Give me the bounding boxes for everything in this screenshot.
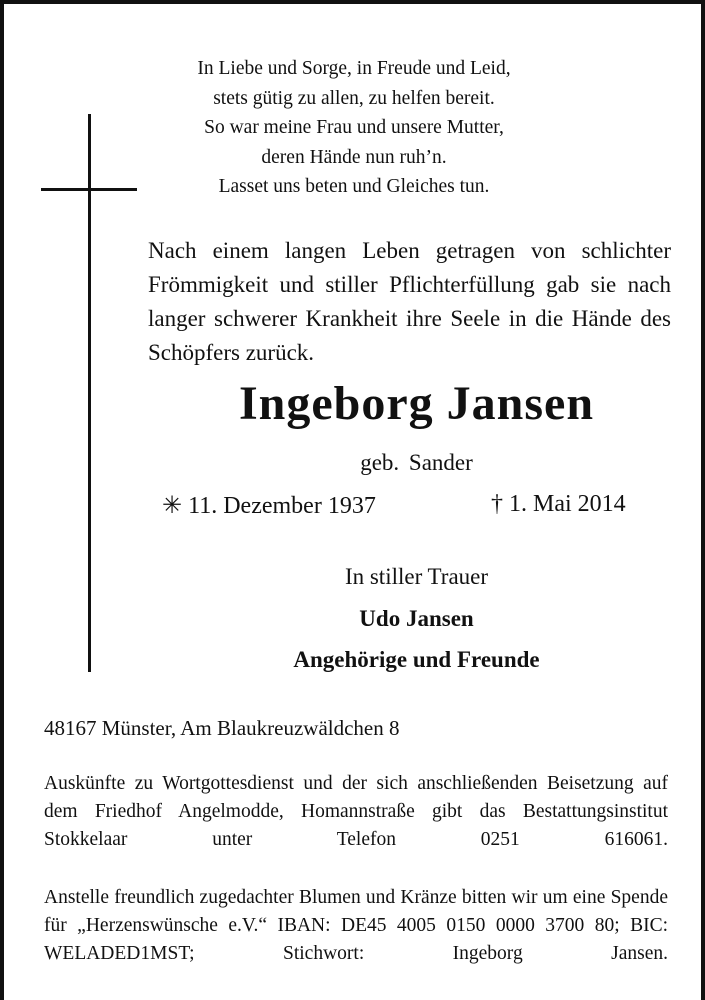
donation-line: Anstelle freundlich zugedachter Blumen und Kränze bitten wir um [44,887,573,908]
mourner-name: Angehörige und Freunde [293,647,540,672]
intro-text [148,234,671,370]
cross-icon-bar [41,188,137,191]
funeral-info [44,770,668,854]
info-line: Auskünfte zu Wortgottesdienst und der sich anschließenden [44,773,547,794]
donation-info [44,884,668,968]
donation-line: 0000 3700 80; BIC: WELADED1MST; Stichwort: Ingeborg Jansen. [44,915,669,964]
intro-line: Hände des Schöpfers zurück. [148,306,671,365]
poem-line: stets gütig zu allen, zu helfen bereit. [213,87,495,109]
intro-line: Frömmigkeit und stiller Pflichterfüllung gab sie [148,272,628,297]
intro-line: nach langer schwerer Krankheit ihre Seele in die [148,272,671,331]
intro-line: Nach einem langen Leben getragen von schlichter [148,238,671,263]
poem-line: So war meine Frau und unsere Mutter, [204,117,504,138]
maiden-name: geb. Sander [360,450,473,475]
death-date: † 1. Mai 2014 [491,491,626,517]
poem-line: Lasset uns beten und Gleiches tun. [218,176,490,197]
birth-date: ✳ 11. Dezember 1937 [162,493,376,519]
poem-line: In Liebe und Sorge, in Freude und Leid, [197,58,511,79]
poem [154,54,554,202]
info-line: das Bestattungsinstitut Stokkelaar unter Telefon 0251 616061. [44,801,668,850]
poem-line: deren Hände nun ruh’n. [261,146,447,168]
address: 48167 Münster, Am Blaukreuzwäldchen 8 [44,716,400,740]
mourner-name: Udo Jansen [359,606,474,631]
mourning-heading: In stiller Trauer [344,564,489,589]
donation-line: eine Spende für „Herzenswünsche e.V.“ IBAN: DE45 4005 0150 [44,887,668,936]
deceased-name: Ingeborg Jansen [238,377,595,430]
cross-icon [88,114,91,672]
info-line: Beisetzung auf dem Friedhof Angelmodde, Homannstraße gibt [44,773,668,822]
